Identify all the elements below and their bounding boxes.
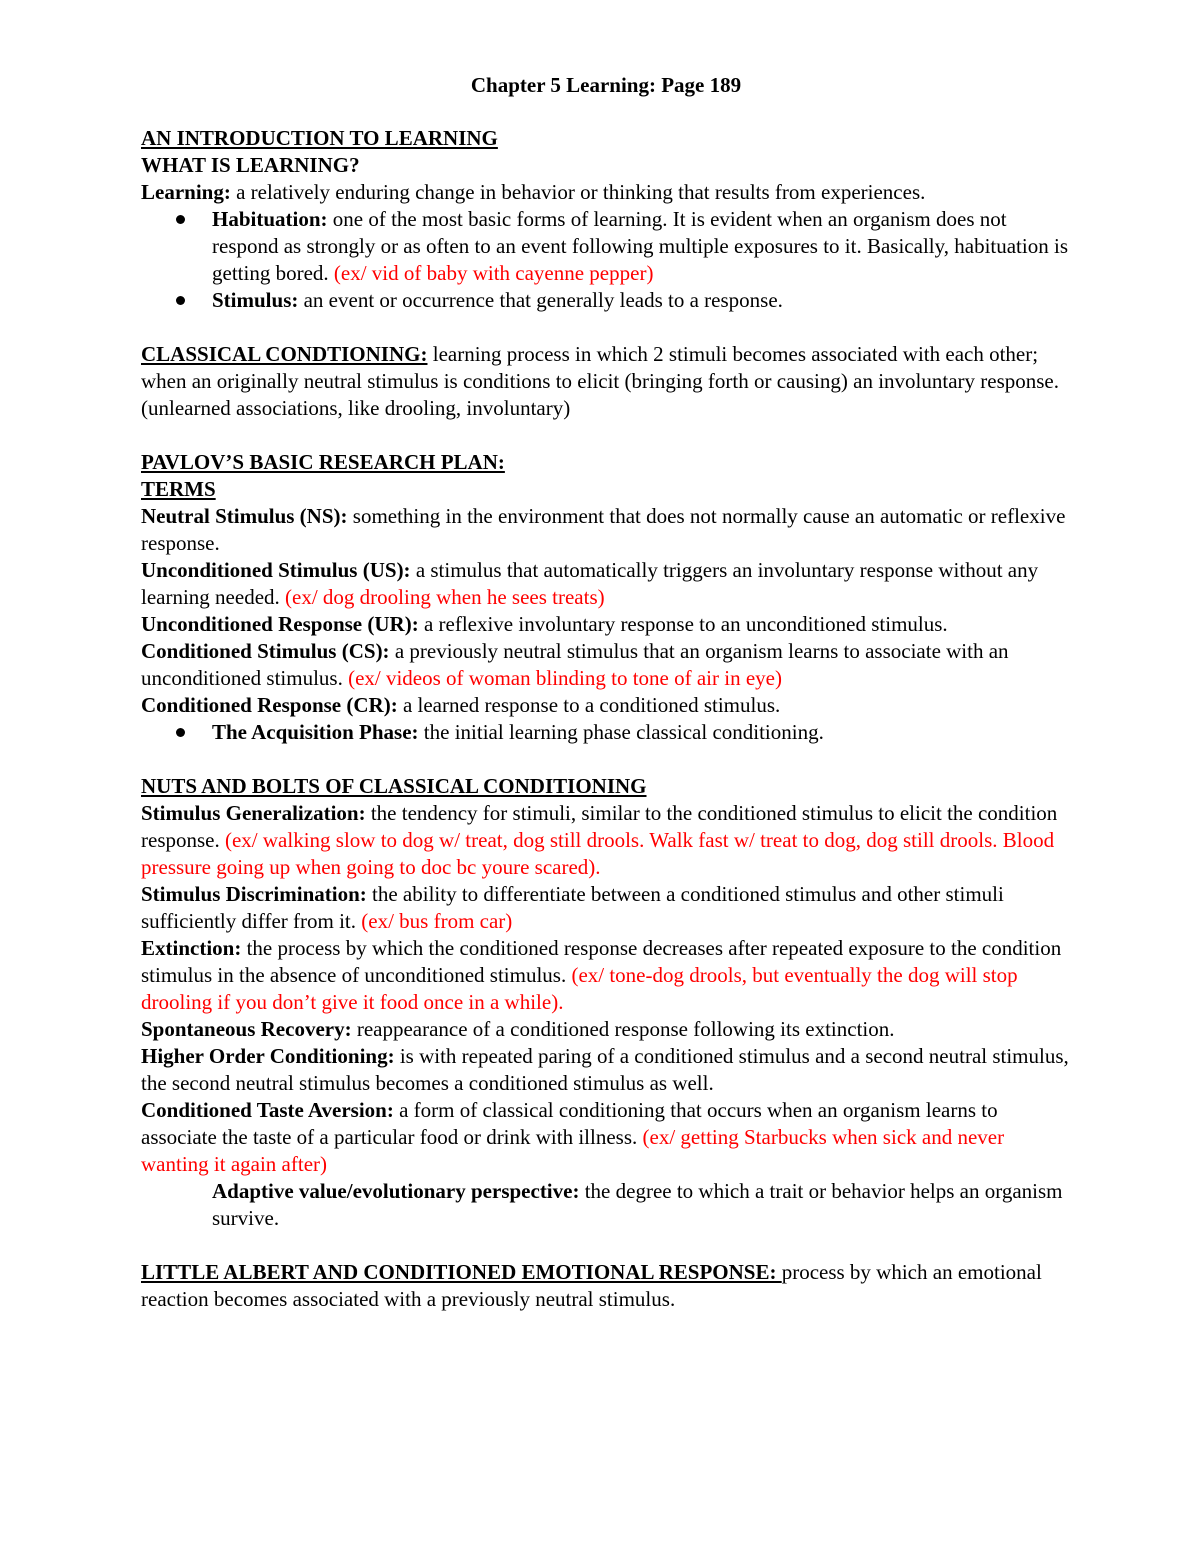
definition-classical: learning process in which 2 stimuli becomes associated with each other; when an originally neutral stimulus is conditions to elicit (bringing forth or causing) an involuntary response. (unlearned associations, like drooling, involuntary) (141, 342, 1059, 420)
definition-hoc: is with repeated paring of a conditioned stimulus and a second neutral stimulus, the second neutral stimulus becomes a conditioned stimulus as well. (141, 1044, 1069, 1095)
definition-acquisition: the initial learning phase classical conditioning. (418, 720, 824, 744)
bullet-item-stimulus (141, 287, 1071, 314)
paragraph-conditioned-response (141, 692, 1071, 719)
paragraph-conditioned-taste-aversion (141, 1097, 1071, 1178)
example-sd: (ex/ bus from car) (361, 909, 513, 933)
paragraph-stimulus-generalization (141, 800, 1071, 881)
subheading-terms: TERMS (141, 477, 216, 501)
document-body (141, 72, 1071, 1313)
definition-little-albert: process by which an emotional reaction becomes associated with a previously neutral stimulus. (141, 1260, 1042, 1311)
page-title: Chapter 5 Learning: Page 189 (470, 73, 742, 97)
paragraph-neutral-stimulus (141, 503, 1071, 557)
paragraph-higher-order-conditioning (141, 1043, 1071, 1097)
term-hoc: Higher Order Conditioning: (141, 1044, 395, 1068)
term-stimulus: Stimulus: (212, 288, 299, 312)
term-us: Unconditioned Stimulus (US): (141, 558, 411, 582)
term-sd: Stimulus Discrimination: (141, 882, 367, 906)
example-cs: (ex/ videos of woman blinding to tone of air in eye) (348, 666, 782, 690)
example-habituation: (ex/ vid of baby with cayenne pepper) (333, 261, 654, 285)
example-us: (ex/ dog drooling when he sees treats) (285, 585, 605, 609)
paragraph-adaptive-value (141, 1178, 1071, 1232)
section-heading-classical: CLASSICAL CONDTIONING: (141, 342, 428, 366)
paragraph-extinction (141, 935, 1071, 1016)
paragraph-learning (141, 179, 1071, 206)
definition-sr: reappearance of a conditioned response following its extinction. (351, 1017, 895, 1041)
section-heading-little-albert: LITTLE ALBERT AND CONDITIONED EMOTIONAL RESPONSE: (141, 1260, 782, 1284)
definition-cs: a previously neutral stimulus that an organism learns to associate with an unconditioned stimulus. (141, 639, 1009, 690)
paragraph-stimulus-discrimination (141, 881, 1071, 935)
definition-habituation: one of the most basic forms of learning. It is evident when an organism does not respond as strongly or as often to an event following multiple exposures to it. Basically, habituation is getting bored. (212, 207, 1068, 285)
term-ur: Unconditioned Response (UR): (141, 612, 419, 636)
definition-stimulus: an event or occurrence that generally leads to a response. (298, 288, 783, 312)
paragraph-little-albert (141, 1259, 1071, 1313)
bullet-icon (176, 215, 185, 224)
definition-adaptive-value: the degree to which a trait or behavior helps an organism survive. (212, 1179, 1063, 1230)
term-habituation: Habituation: (212, 207, 328, 231)
section-heading-pavlov: PAVLOV’S BASIC RESEARCH PLAN: (141, 450, 505, 474)
term-learning: Learning: (141, 180, 231, 204)
definition-extinction: the process by which the conditioned response decreases after repeated exposure to the condition stimulus in the absence of unconditioned stimulus. (141, 936, 1062, 987)
subheading-what-is-learning: WHAT IS LEARNING? (141, 153, 360, 177)
paragraph-conditioned-stimulus (141, 638, 1071, 692)
term-cs: Conditioned Stimulus (CS): (141, 639, 390, 663)
paragraph-unconditioned-stimulus (141, 557, 1071, 611)
bullet-icon (176, 728, 185, 737)
paragraph-classical-conditioning (141, 341, 1071, 422)
definition-sd: the ability to differentiate between a conditioned stimulus and other stimuli sufficiently differ from it. (141, 882, 1004, 933)
term-cta: Conditioned Taste Aversion: (141, 1098, 394, 1122)
paragraph-spontaneous-recovery (141, 1016, 1071, 1043)
definition-cta: a form of classical conditioning that occurs when an organism learns to associate the taste of a particular food or drink with illness. (141, 1098, 998, 1149)
bullet-list-learning (141, 206, 1071, 314)
term-cr: Conditioned Response (CR): (141, 693, 398, 717)
definition-cr: a learned response to a conditioned stimulus. (397, 693, 781, 717)
paragraph-unconditioned-response (141, 611, 1071, 638)
section-heading-nuts-bolts: NUTS AND BOLTS OF CLASSICAL CONDITIONING (141, 774, 647, 798)
term-sr: Spontaneous Recovery: (141, 1017, 352, 1041)
section-heading-intro: AN INTRODUCTION TO LEARNING (141, 126, 498, 150)
definition-sg: the tendency for stimuli, similar to the conditioned stimulus to elicit the condition response. (141, 801, 1058, 852)
definition-ns: something in the environment that does not normally cause an automatic or reflexive response. (141, 504, 1066, 555)
bullet-item-acquisition (141, 719, 1071, 746)
bullet-list-acquisition (141, 719, 1071, 746)
term-ns: Neutral Stimulus (NS): (141, 504, 348, 528)
definition-ur: a reflexive involuntary response to an unconditioned stimulus. (418, 612, 948, 636)
bullet-item-habituation (141, 206, 1071, 287)
example-extinction: (ex/ tone-dog drools, but eventually the dog will stop drooling if you don’t give it food once in a while). (141, 963, 1018, 1014)
definition-us: a stimulus that automatically triggers an involuntary response without any learning needed. (141, 558, 1039, 609)
term-adaptive-value: Adaptive value/evolutionary perspective: (212, 1179, 580, 1203)
term-sg: Stimulus Generalization: (141, 801, 366, 825)
example-cta: (ex/ getting Starbucks when sick and never wanting it again after) (141, 1125, 1005, 1176)
example-sg: (ex/ walking slow to dog w/ treat, dog still drools. Walk fast w/ treat to dog, dog still drools. Blood pressure going up when going to doc bc youre scared). (141, 828, 1055, 879)
bullet-icon (176, 296, 185, 305)
definition-learning: a relatively enduring change in behavior or thinking that results from experiences. (230, 180, 926, 204)
term-acquisition: The Acquisition Phase: (212, 720, 419, 744)
term-extinction: Extinction: (141, 936, 242, 960)
